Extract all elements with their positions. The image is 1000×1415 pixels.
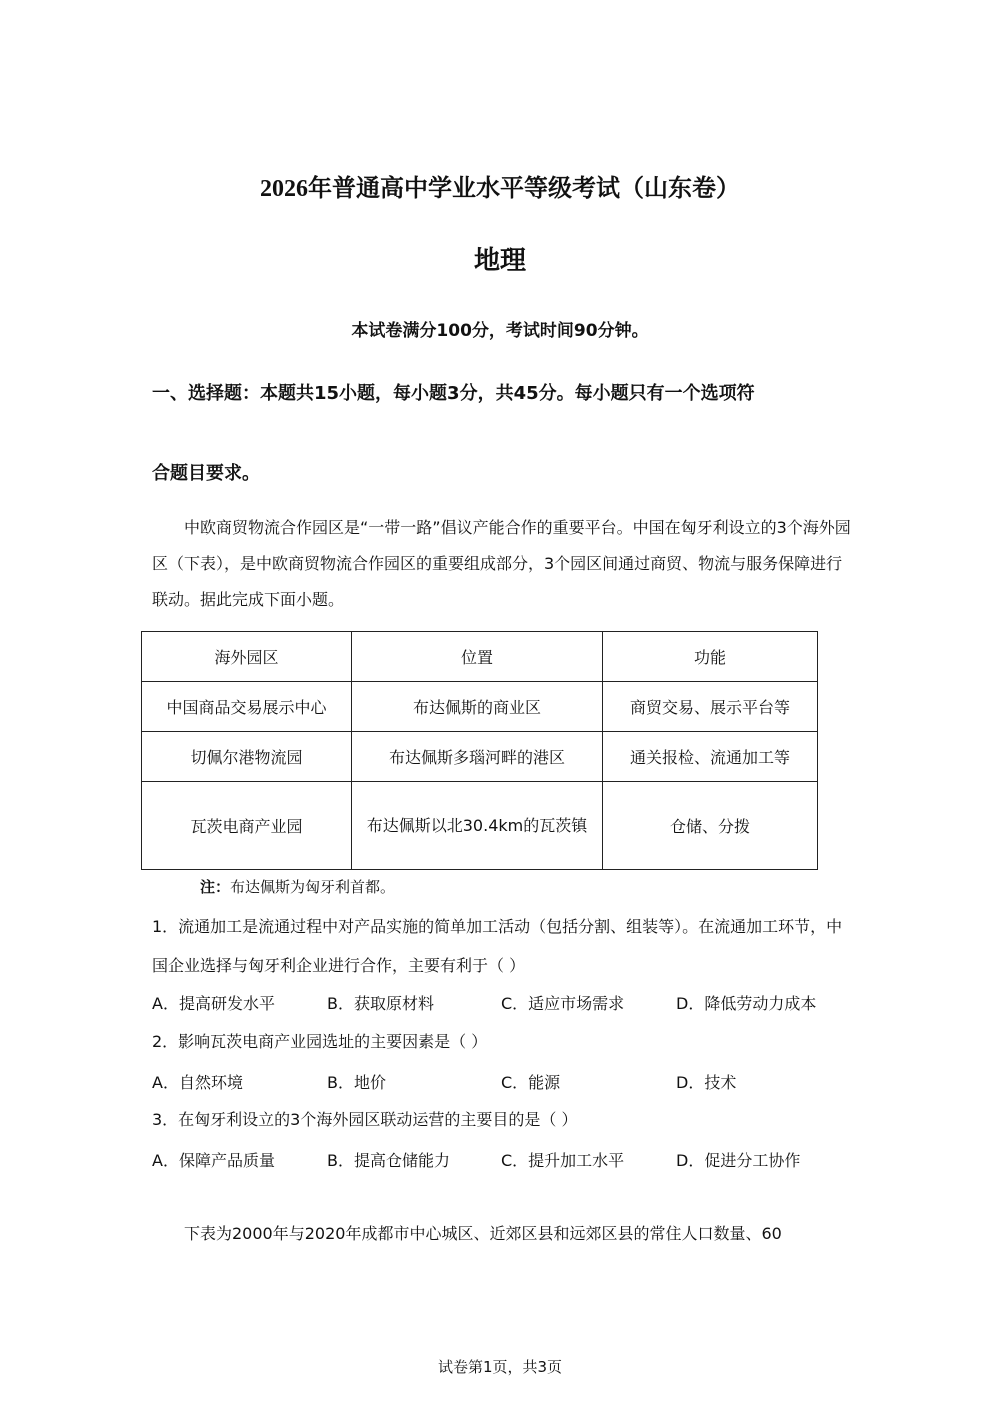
- option-b: B．地价: [327, 1073, 386, 1092]
- exam-note: 本试卷满分100分，考试时间90分钟。: [351, 321, 649, 341]
- question-3-options: [152, 1148, 852, 1178]
- table-cell: 瓦茨电商产业园: [142, 782, 352, 870]
- passage-2-start: 下表为2000年与2020年成都市中心城区、近郊区县和远郊区县的常住人口数量、60: [184, 1224, 782, 1243]
- option-c: C．能源: [501, 1073, 561, 1092]
- table-header-cell: 功能: [603, 632, 818, 682]
- option-a: A．自然环境: [152, 1073, 243, 1092]
- table-cell: 布达佩斯以北30.4km的瓦茨镇: [352, 782, 603, 870]
- overseas-parks-table: [141, 631, 818, 870]
- option-d: D．促进分工协作: [676, 1151, 801, 1170]
- table-header-row: [142, 632, 818, 682]
- option-d: D．技术: [676, 1073, 737, 1092]
- option-a: A．提高研发水平: [152, 994, 275, 1013]
- question-3-stem: 3．在匈牙利设立的3个海外园区联动运营的主要目的是（ ）: [152, 1110, 578, 1129]
- option-b: B．获取原材料: [327, 994, 434, 1013]
- question-2-options: [152, 1070, 852, 1100]
- table-note-text: 布达佩斯为匈牙利首都。: [230, 878, 396, 896]
- table-header-cell: 位置: [352, 632, 603, 682]
- option-b: B．提高仓储能力: [327, 1151, 450, 1170]
- question-2-stem: 2．影响瓦茨电商产业园选址的主要因素是（ ）: [152, 1032, 488, 1051]
- table-cell: 通关报检、流通加工等: [603, 732, 818, 782]
- table-cell: 切佩尔港物流园: [142, 732, 352, 782]
- section-heading-line2: 合题目要求。: [152, 463, 260, 484]
- passage-intro: 中欧商贸物流合作园区是“一带一路”倡议产能合作的重要平台。中国在匈牙利设立的3个海外园区（下表），是中欧商贸物流合作园区的重要组成部分，3个园区间通过商贸、物流与服务保障进行联动。据此完成下面小题。: [152, 518, 851, 609]
- table-row: [142, 682, 818, 732]
- table-cell: 布达佩斯的商业区: [352, 682, 603, 732]
- section-heading-line1: 一、选择题：本题共15小题，每小题3分，共45分。每小题只有一个选项符: [152, 383, 755, 404]
- option-c: C．提升加工水平: [501, 1151, 625, 1170]
- table-row: [142, 782, 818, 870]
- page-footer: 试卷第1页，共3页: [437, 1358, 563, 1376]
- option-c: C．适应市场需求: [501, 994, 625, 1013]
- subject-title: 地理: [473, 246, 526, 275]
- table-cell: 商贸交易、展示平台等: [603, 682, 818, 732]
- table-cell: 布达佩斯多瑙河畔的港区: [352, 732, 603, 782]
- option-a: A．保障产品质量: [152, 1151, 275, 1170]
- exam-title: 2026年普通高中学业水平等级考试（山东卷）: [260, 176, 740, 202]
- table-note: [200, 876, 395, 897]
- table-cell: 中国商品交易展示中心: [142, 682, 352, 732]
- table-note-label: 注：: [200, 878, 231, 896]
- question-1-options: [152, 991, 852, 1021]
- table-header-cell: 海外园区: [142, 632, 352, 682]
- table-row: [142, 732, 818, 782]
- table-cell: 仓储、分拨: [603, 782, 818, 870]
- option-d: D．降低劳动力成本: [676, 994, 817, 1013]
- question-1-stem: 1．流通加工是流通过程中对产品实施的简单加工活动（包括分割、组装等）。在流通加工环节，中国企业选择与匈牙利企业进行合作，主要有利于（ ）: [152, 917, 843, 975]
